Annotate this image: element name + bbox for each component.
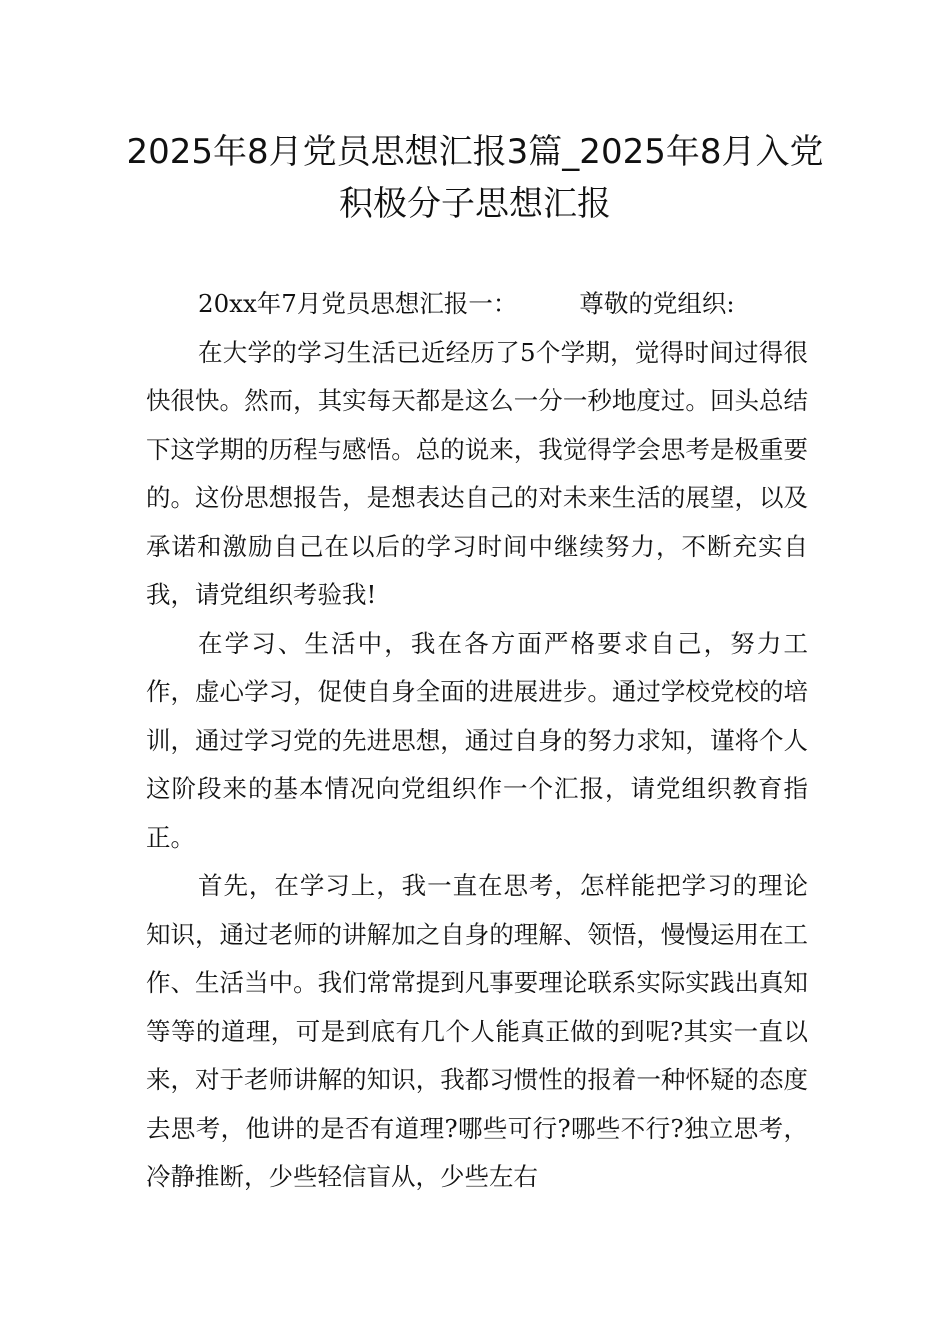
- paragraph-2: 在学习、生活中，我在各方面严格要求自己，努力工作，虚心学习，促使自身全面的进展进步。通过学校党校的培训，通过学习党的先进思想，通过自身的努力求知，谨将个人这阶段来的基本情况向党组织作一个汇报，请党组织教育指正。: [146, 628, 808, 852]
- paragraph-3: 首先，在学习上，我一直在思考，怎样能把学习的理论知识，通过老师的讲解加之自身的理解、领悟，慢慢运用在工作、生活当中。我们常常提到凡事要理论联系实际实践出真知等等的道理，可是到底有几个人能真正做的到呢?其实一直以来，对于老师讲解的知识，我都习惯性的报着一种怀疑的态度去思考，他讲的是否有道理?哪些可行?哪些不行?独立思考，冷静推断，少些轻信盲从，少些左右: [146, 871, 808, 1191]
- intro-heading: 20xx年7月党员思想汇报一：: [198, 289, 518, 318]
- document-body: [146, 280, 808, 1202]
- paragraph-1: 在大学的学习生活已近经历了5个学期，觉得时间过得很快很快。然而，其实每天都是这么一分一秒地度过。回头总结下这学期的历程与感悟。总的说来，我觉得学会思考是极重要的。这份思想报告，是想表达自己的对未来生活的展望，以及承诺和激励自己在以后的学习时间中继续努力，不断充实自我，请党组织考验我!: [146, 337, 808, 609]
- document-title: 2025年8月党员思想汇报3篇_2025年8月入党积极分子思想汇报: [126, 132, 824, 224]
- intro-heading-line: [146, 280, 808, 329]
- salutation: 尊敬的党组织:: [579, 289, 735, 318]
